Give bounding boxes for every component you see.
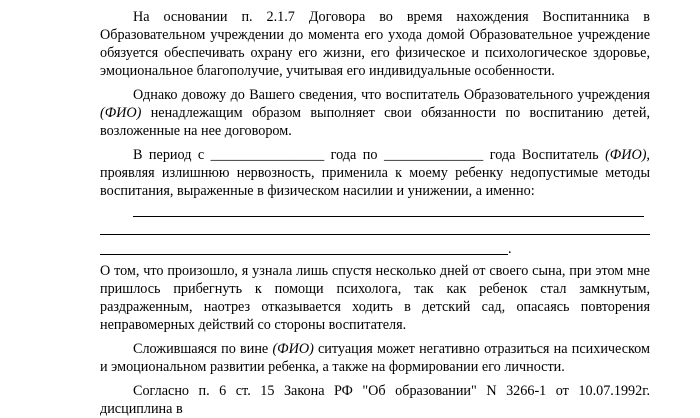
paragraph-period: [100, 146, 650, 200]
fio-placeholder: (ФИО): [100, 105, 142, 121]
text-segment: года Воспитатель: [483, 147, 606, 163]
paragraph-consequences: О том, что произошло, я узнала лишь спустя несколько дней от своего сына, при этом мне пришлось прибегнуть к помощи психолога, так как ребенок стал замкнутым, раздраженным, наотрез отказывается ходить в детский сад, опасаясь повторения неправомерных действий со стороны воспитателя.: [100, 263, 650, 333]
fio-placeholder: (ФИО),: [605, 147, 650, 163]
text-segment: Сложившаяся по вине: [133, 341, 273, 357]
fill-in-line-period: .: [508, 241, 512, 257]
text-segment: ненадлежащим образом выполняет свои обязанности по воспитанию детей, возложенные на нее договором.: [100, 105, 650, 139]
date-to-blank: ______________: [383, 147, 484, 163]
fio-placeholder: (ФИО): [272, 341, 314, 357]
text-segment: Однако довожу до Вашего сведения, что воспитатель Образовательного учреждения: [133, 87, 650, 103]
text-segment: проявляя излишнюю нервозность, применила к моему ребенку недопустимые методы воспитания, выраженные в физическом насилии и унижении, а именно:: [100, 165, 650, 199]
fill-in-line-2: [100, 226, 650, 235]
text-segment: года по: [324, 147, 384, 163]
date-from-blank: ________________: [210, 147, 325, 163]
fill-in-line-3: [100, 245, 508, 255]
text-segment: В период с: [133, 147, 211, 163]
paragraph-situation: [100, 340, 650, 376]
text-segment: ситуация может негативно отразиться на психическом и эмоциональном развитии ребенка, а также на формировании его личности.: [100, 341, 650, 375]
fill-in-line-1: [133, 207, 644, 217]
paragraph-law-reference: Согласно п. 6 ст. 15 Закона РФ "Об образовании" N 3266-1 от 10.07.1992г. дисциплина в: [100, 383, 650, 417]
paragraph-teacher-duties: [100, 86, 650, 140]
paragraph-contract-obligations: На основании п. 2.1.7 Договора во время нахождения Воспитанника в Образовательном учреждении до момента его ухода домой Образовательное учреждение обязуется обеспечивать охрану его жизни, его физическое и психологическое здоровье, эмоциональное благополучие, учитывая его индивидуальные особенности.: [100, 9, 650, 79]
